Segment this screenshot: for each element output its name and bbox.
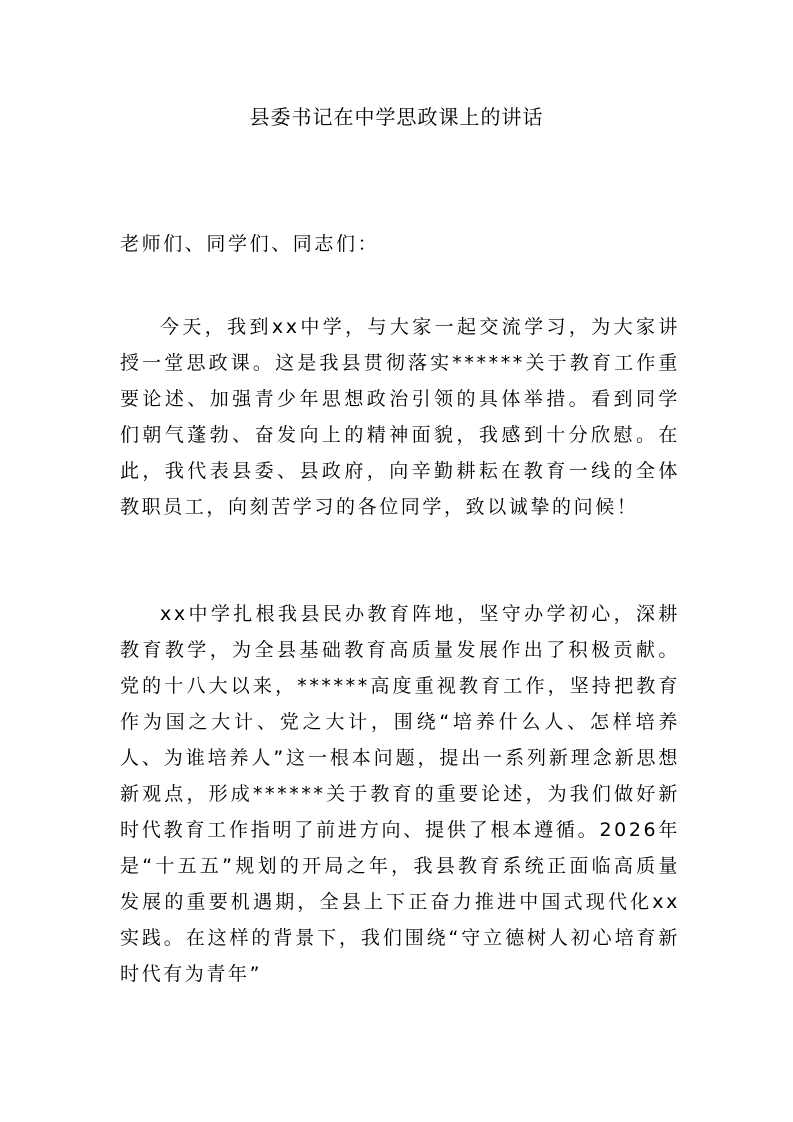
salutation: 老师们、同学们、同志们： [120,233,380,255]
paragraph-1: 今天，我到xx中学，与大家一起交流学习，为大家讲授一堂思政课。这是我县贯彻落实******关于教育工作重要论述、加强青少年思想政治引领的具体举措。看到同学们朝气蓬勃、奋发向上的精神面貌，我感到十分欣慰。在此，我代表县委、县政府，向辛勤耕耘在教育一线的全体教职员工，向刻苦学习的各位同学，致以诚挚的问候！ [120,316,680,518]
document-title: 县委书记在中学思政课上的讲话 [249,105,544,129]
paragraph-2: xx中学扎根我县民办教育阵地，坚守办学初心，深耕教育教学，为全县基础教育高质量发展作出了积极贡献。党的十八大以来，******高度重视教育工作，坚持把教育作为国之大计、党之大计，围绕“培养什么人、怎样培养人、为谁培养人”这一根本问题，提出一系列新理念新思想新观点，形成******关于教育的重要论述，为我们做好新时代教育工作指明了前进方向、提供了根本遵循。2026年是“十五五”规划的开局之年，我县教育系统正面临高质量发展的重要机遇期，全县上下正奋力推进中国式现代化xx实践。在这样的背景下，我们围绕“守立德树人初心培育新时代有为青年” [120,603,680,985]
